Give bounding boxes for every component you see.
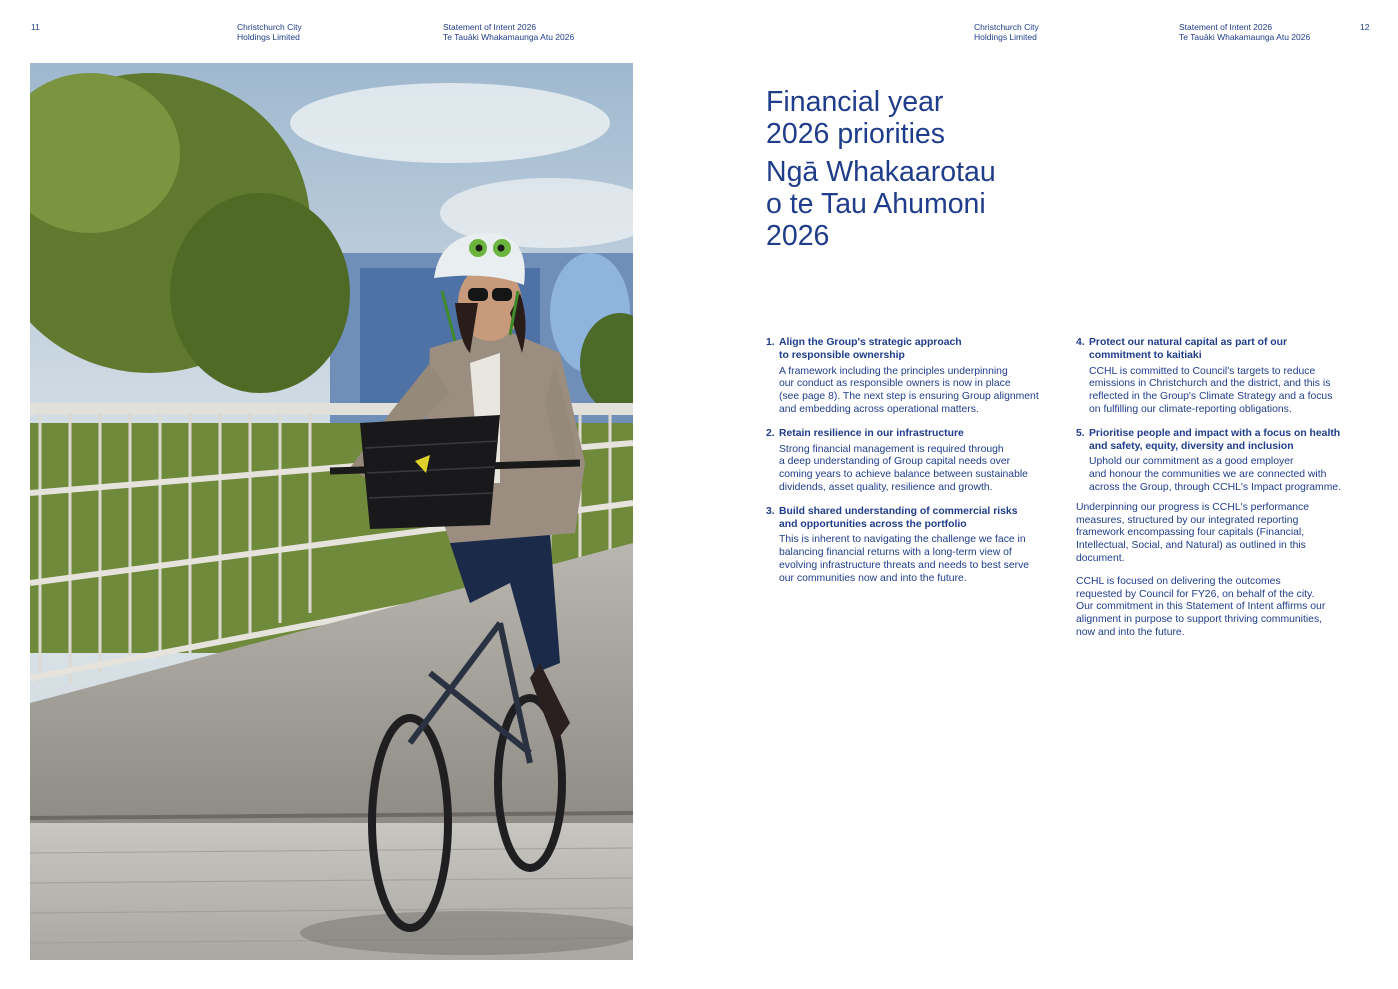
- priorities-column-left: [766, 337, 1066, 596]
- title-line: o te Tau Ahumoni: [766, 188, 986, 220]
- body-line: Uphold our commitment as a good employer: [1089, 456, 1294, 468]
- heading-line: Build shared understanding of commercial risks: [779, 505, 1018, 517]
- body-line: dividends, asset quality, resilience and growth.: [779, 481, 993, 493]
- priority-number: 5.: [1076, 427, 1085, 439]
- body-line: Strong financial management is required through: [779, 443, 1004, 455]
- priority-number: 3.: [766, 505, 775, 517]
- priority-heading: [1089, 428, 1376, 454]
- body-line: a deep understanding of Group capital needs over: [779, 456, 1011, 468]
- body-line: This is inherent to navigating the challenge we face in: [779, 534, 1026, 546]
- body-line: Underpinning our progress is CCHL's performance: [1076, 501, 1309, 513]
- org-line-1: Christchurch City: [237, 22, 302, 32]
- priority-number: 2.: [766, 427, 775, 439]
- doc-line-2: Te Tauāki Whakamaunga Atu 2026: [1179, 32, 1311, 42]
- title-maori: [766, 156, 996, 252]
- doc-line-1: Statement of Intent 2026: [443, 22, 537, 32]
- priority-body: [779, 366, 1066, 417]
- title-english: [766, 86, 945, 150]
- priority-number: 4.: [1076, 337, 1085, 348]
- priority-item: [766, 506, 1066, 586]
- body-line: coming years to achieve balance between sustainable: [779, 469, 1028, 481]
- body-line: Our commitment in this Statement of Intent affirms our: [1076, 601, 1326, 613]
- left-page-number: [31, 22, 40, 32]
- body-line: and honour the communities we are connected with: [1089, 469, 1327, 481]
- right-org-name: [974, 22, 1039, 42]
- title-line: 2026 priorities: [766, 118, 946, 150]
- heading-line: commitment to kaitiaki: [1089, 349, 1202, 361]
- body-line: evolving infrastructure threats and needs to best serve: [779, 559, 1030, 571]
- priority-body: [1089, 366, 1376, 417]
- priority-heading: [1089, 337, 1376, 363]
- heading-line: and opportunities across the portfolio: [779, 518, 967, 530]
- right-page-number: [1360, 22, 1369, 32]
- priority-item: [1076, 337, 1376, 417]
- left-doc-title: [443, 22, 574, 42]
- body-line: across the Group, through CCHL's Impact programme.: [1089, 481, 1342, 493]
- closing-paragraph: [1076, 502, 1376, 566]
- title-line: 2026: [766, 220, 830, 252]
- body-line: document.: [1076, 552, 1125, 564]
- heading-line: Retain resilience in our infrastructure: [779, 427, 964, 439]
- priority-body: [1089, 456, 1376, 494]
- body-line: A framework including the principles underpinning: [779, 365, 1008, 377]
- body-line: CCHL is committed to Council's targets to reduce: [1089, 365, 1316, 377]
- body-line: requested by Council for FY26, on behalf of the city.: [1076, 588, 1315, 600]
- heading-line: Align the Group's strategic approach: [779, 337, 962, 348]
- priority-body: [779, 534, 1066, 585]
- body-line: alignment in purpose to support thriving communities,: [1076, 614, 1323, 626]
- priority-item: [1076, 428, 1376, 495]
- heading-line: to responsible ownership: [779, 349, 905, 361]
- priority-number: 1.: [766, 337, 775, 348]
- priority-item: [766, 428, 1066, 495]
- body-line: and embedding across operational matters.: [779, 403, 979, 415]
- doc-line-1: Statement of Intent 2026: [1179, 22, 1273, 32]
- priority-heading: [779, 428, 1066, 441]
- org-line-2: Holdings Limited: [974, 32, 1037, 42]
- body-line: now and into the future.: [1076, 626, 1185, 638]
- org-line-2: Holdings Limited: [237, 32, 300, 42]
- body-line: CCHL is focused on delivering the outcomes: [1076, 575, 1281, 587]
- heading-line: Protect our natural capital as part of our: [1089, 337, 1288, 348]
- body-line: balancing financial returns with a long-term view of: [779, 547, 1012, 559]
- title-line: Financial year: [766, 86, 944, 118]
- org-line-1: Christchurch City: [974, 22, 1039, 32]
- priority-heading: [779, 506, 1066, 532]
- priority-heading: [779, 337, 1066, 363]
- body-line: our communities now and into the future.: [779, 572, 967, 584]
- body-line: (see page 8). The next step is ensuring Group alignment: [779, 391, 1039, 403]
- doc-line-2: Te Tauāki Whakamaunga Atu 2026: [443, 32, 575, 42]
- page-number-text: 12: [1360, 22, 1370, 32]
- body-line: on fulfilling our climate-reporting obligations.: [1089, 403, 1292, 415]
- title-line: Ngā Whakaarotau: [766, 156, 996, 188]
- priority-body: [779, 444, 1066, 495]
- left-org-name: [237, 22, 302, 42]
- body-line: framework encompassing four capitals (Financial,: [1076, 527, 1305, 539]
- heading-line: and safety, equity, diversity and inclusion: [1089, 440, 1294, 452]
- woman-cycling-photo: [30, 63, 633, 960]
- body-line: measures, structured by our integrated reporting: [1076, 514, 1299, 526]
- closing-paragraph: [1076, 576, 1376, 640]
- priorities-column-right: [1076, 337, 1376, 650]
- priority-item: [766, 337, 1066, 417]
- right-doc-title: [1179, 22, 1310, 42]
- page-number-text: 11: [31, 22, 40, 32]
- body-line: reflected in the Group's Climate Strategy and a focus: [1089, 391, 1333, 403]
- body-line: Intellectual, Social, and Natural) as outlined in this: [1076, 540, 1306, 552]
- body-line: our conduct as responsible owners is now in place: [779, 378, 1011, 390]
- body-line: emissions in Christchurch and the district, and this is: [1089, 378, 1331, 390]
- heading-line: Prioritise people and impact with a focus on health: [1089, 427, 1341, 439]
